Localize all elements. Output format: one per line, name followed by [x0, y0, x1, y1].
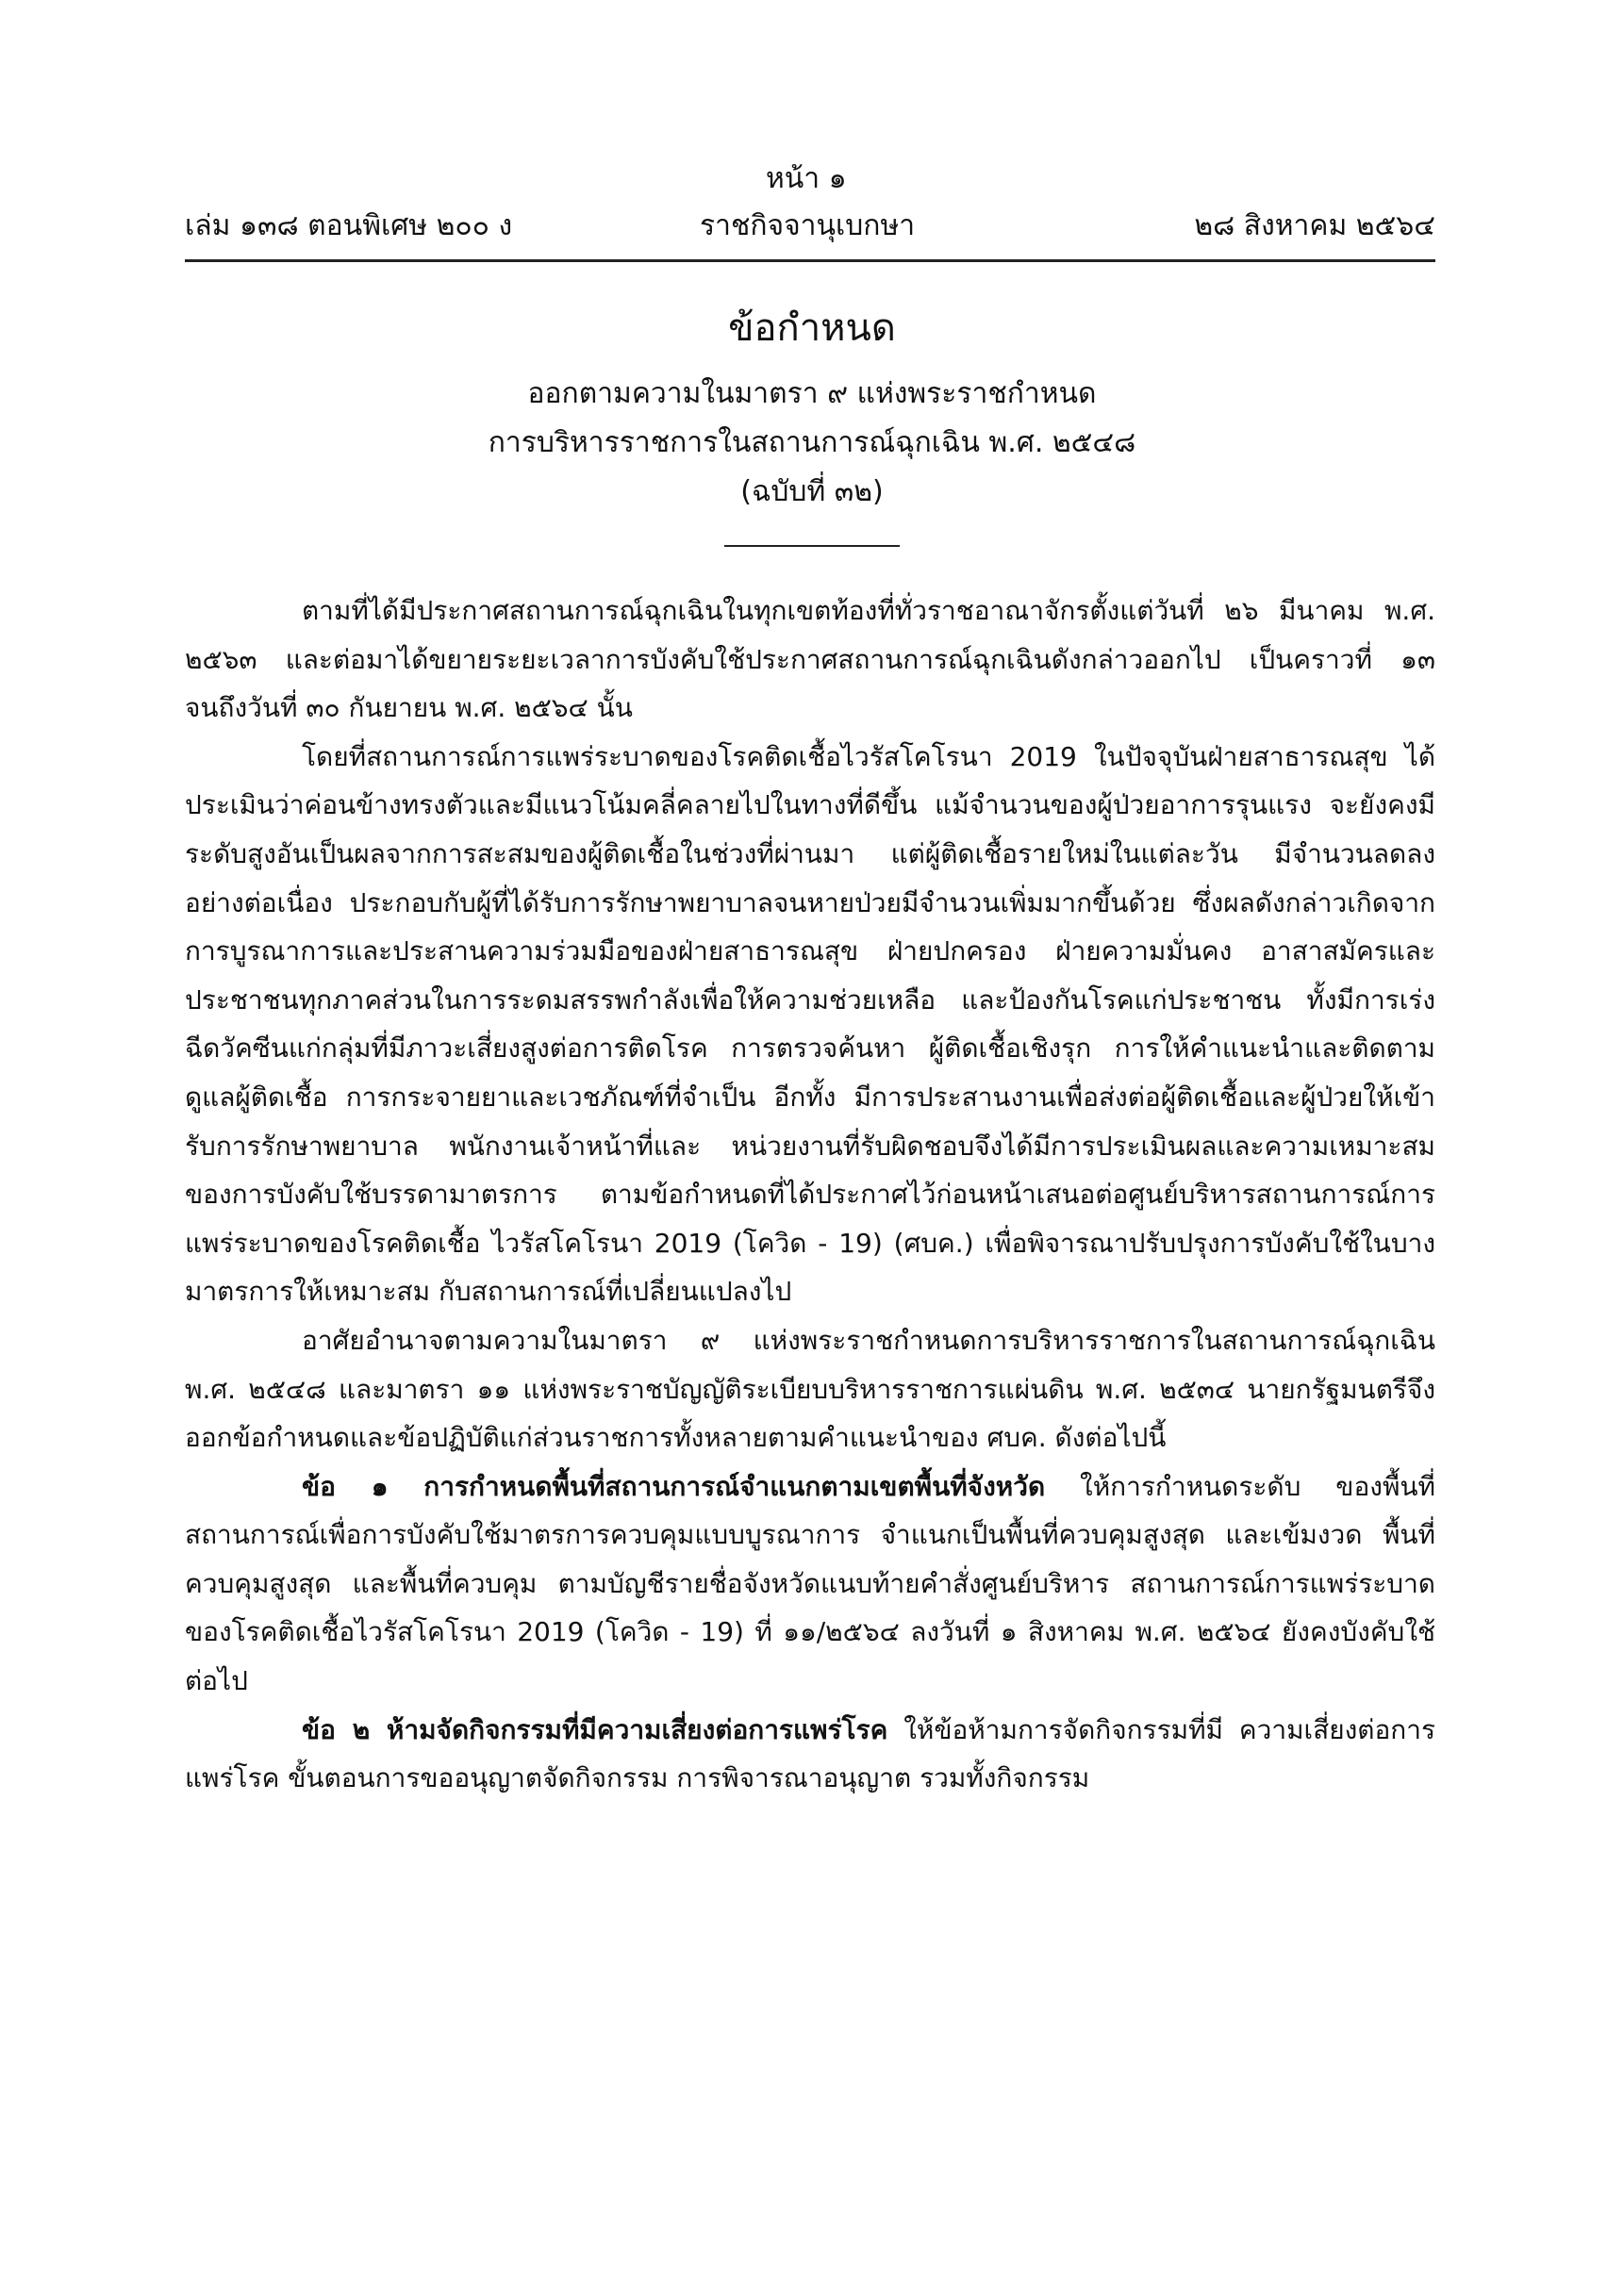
clause-2 [185, 1706, 1435, 1803]
clause-2-heading: ข้อ ๒ ห้ามจัดกิจกรรมที่มีความเสี่ยงต่อการแพร่โรค [302, 1713, 888, 1745]
clause-1 [185, 1462, 1435, 1706]
publication-date: ๒๘ สิงหาคม ๒๕๖๔ [1194, 209, 1435, 242]
document-body [185, 586, 1435, 1803]
clause-1-body: ให้การกำหนดระดับ ของพื้นที่สถานการณ์เพื่อการบังคับใช้มาตรการควบคุมแบบบูรณาการ จำแนกเป็นพื้นที่ควบคุมสูงสุด และเข้มงวด พื้นที่ควบคุมสูงสุด และพื้นที่ควบคุม ตามบัญชีรายชื่อจังหวัดแนบท้ายคำสั่งศูนย์บริหาร สถานการณ์การแพร่ระบาดของโรคติดเชื้อไวรัสโคโรนา 2019 (โควิด - 19) ที่ ๑๑/๒๕๖๔ ลงวันที่ ๑ สิงหาคม พ.ศ. ๒๕๖๔ ยังคงบังคับใช้ต่อไป [185, 1470, 1435, 1697]
clause-1-heading: ข้อ ๑ การกำหนดพื้นที่สถานการณ์จำแนกตามเขตพื้นที่จังหวัด [302, 1470, 1046, 1502]
paragraph-2: โดยที่สถานการณ์การแพร่ระบาดของโรคติดเชื้อไวรัสโคโรนา 2019 ในปัจจุบันฝ่ายสาธารณสุข ได้ประเมินว่าค่อนข้างทรงตัวและมีแนวโน้มคลี่คลายไปในทางที่ดีขึ้น แม้จำนวนของผู้ป่วยอาการรุนแรง จะยังคงมีระดับสูงอันเป็นผลจากการสะสมของผู้ติดเชื้อในช่วงที่ผ่านมา แต่ผู้ติดเชื้อรายใหม่ในแต่ละวัน มีจำนวนลดลงอย่างต่อเนื่อง ประกอบกับผู้ที่ได้รับการรักษาพยาบาลจนหายป่วยมีจำนวนเพิ่มมากขึ้นด้วย ซึ่งผลดังกล่าวเกิดจากการบูรณาการและประสานความร่วมมือของฝ่ายสาธารณสุข ฝ่ายปกครอง ฝ่ายความมั่นคง อาสาสมัครและประชาชนทุกภาคส่วนในการระดมสรรพกำลังเพื่อให้ความช่วยเหลือ และป้องกันโรคแก่ประชาชน ทั้งมีการเร่งฉีดวัคซีนแก่กลุ่มที่มีภาวะเสี่ยงสูงต่อการติดโรค การตรวจค้นหา ผู้ติดเชื้อเชิงรุก การให้คำแนะนำและติดตามดูแลผู้ติดเชื้อ การกระจายยาและเวชภัณฑ์ที่จำเป็น อีกทั้ง มีการประสานงานเพื่อส่งต่อผู้ติดเชื้อและผู้ป่วยให้เข้ารับการรักษาพยาบาล พนักงานเจ้าหน้าที่และ หน่วยงานที่รับผิดชอบจึงได้มีการประเมินผลและความเหมาะสมของการบังคับใช้บรรดามาตรการ ตามข้อกำหนดที่ได้ประกาศไว้ก่อนหน้าเสนอต่อศูนย์บริหารสถานการณ์การแพร่ระบาดของโรคติดเชื้อ ไวรัสโคโรนา 2019 (โควิด - 19) (ศบค.) เพื่อพิจารณาปรับปรุงการบังคับใช้ในบางมาตรการให้เหมาะสม กับสถานการณ์ที่เปลี่ยนแปลงไป [185, 740, 1435, 1308]
paragraph-1: ตามที่ได้มีประกาศสถานการณ์ฉุกเฉินในทุกเขตท้องที่ทั่วราชอาณาจักรตั้งแต่วันที่ ๒๖ มีนาคม พ.ศ. ๒๕๖๓ และต่อมาได้ขยายระยะเวลาการบังคับใช้ประกาศสถานการณ์ฉุกเฉินดังกล่าวออกไป เป็นคราวที่ ๑๓ จนถึงวันที่ ๓๐ กันยายน พ.ศ. ๒๕๖๔ นั้น [185, 595, 1435, 724]
document-subtitle-1: ออกตามความในมาตรา ๙ แห่งพระราชกำหนด [527, 377, 1097, 410]
paragraph-3: อาศัยอำนาจตามความในมาตรา ๙ แห่งพระราชกำหนดการบริหารราชการในสถานการณ์ฉุกเฉิน พ.ศ. ๒๕๔๘ และมาตรา ๑๑ แห่งพระราชบัญญัติระเบียบบริหารราชการแผ่นดิน พ.ศ. ๒๕๓๔ นายกรัฐมนตรีจึงออกข้อกำหนดและข้อปฏิบัติแก่ส่วนราชการทั้งหลายตามคำแนะนำของ ศบค. ดังต่อไปนี้ [185, 1324, 1435, 1454]
clause-2-body: ให้ข้อห้ามการจัดกิจกรรมที่มี ความเสี่ยงต่อการแพร่โรค ขั้นตอนการขออนุญาตจัดกิจกรรม การพิจารณาอนุญาต รวมทั้งกิจกรรม [185, 1713, 1435, 1794]
header-divider [185, 259, 1435, 262]
document-edition: (ฉบับที่ ๓๒) [740, 475, 884, 508]
volume-issue: เล่ม ๑๓๘ ตอนพิเศษ ๒๐๐ ง [185, 209, 513, 242]
document-subtitle-2: การบริหารราชการในสถานการณ์ฉุกเฉิน พ.ศ. ๒๕๔๘ [488, 426, 1136, 459]
document-title: ข้อกำหนด [728, 306, 896, 350]
page-number: หน้า ๑ [766, 162, 847, 195]
title-divider [724, 545, 900, 547]
gazette-name: ราชกิจจานุเบกษา [700, 209, 916, 242]
